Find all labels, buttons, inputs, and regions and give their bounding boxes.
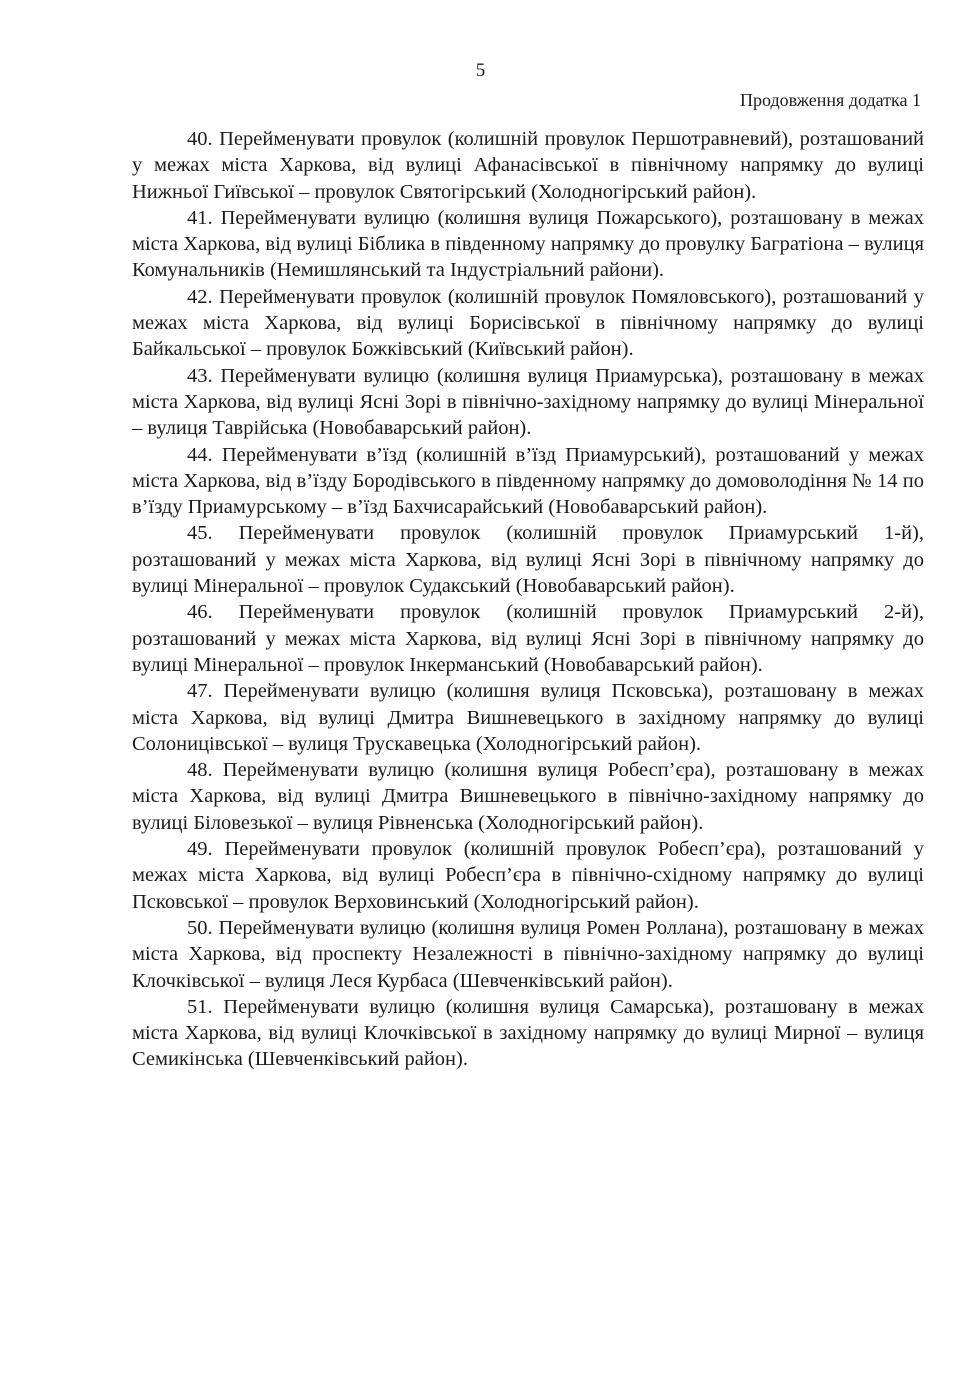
item-number: 43. xyxy=(187,364,213,387)
item-text: Перейменувати провулок (колишній провулок Приамурський 2-й), розташований у межах міста Харкова, від вулиці Ясні Зорі в північному напрямку до вулиці Мінеральної – провулок Інкерманський (Новобаварський район). xyxy=(132,601,924,676)
item-text: Перейменувати провулок (колишній провулок Першотравневий), розташований у межах міста Харкова, від вулиці Афанасівської в північному напрямку до вулиці Нижньої Гиївської – провулок Святогірський (Холодногірський район). xyxy=(132,128,925,203)
document-body xyxy=(132,126,924,1073)
list-item xyxy=(132,678,924,757)
item-number: 50. xyxy=(187,916,213,939)
list-item xyxy=(132,915,924,994)
item-text: Перейменувати вулицю (колишня вулиця Ромен Роллана), розташовану в межах міста Харкова, від проспекту Незалежності в північно-західному напрямку до вулиці Клочківської – вулиця Леся Курбаса (Шевченківський район). xyxy=(132,916,925,992)
item-number: 45. xyxy=(187,522,213,545)
list-item xyxy=(132,520,924,599)
appendix-continuation-note: Продовження додатка 1 xyxy=(739,90,921,110)
item-number: 49. xyxy=(187,838,213,861)
item-text: Перейменувати вулицю (колишня вулиця Робесп’єра), розташовану в межах міста Харкова, від вулиці Дмитра Вишневецького в північно-західному напрямку до вулиці Біловезької – вулиця Рівненська (Холодногірський район). xyxy=(132,759,924,834)
item-text: Перейменувати провулок (колишній провулок Робесп’єра), розташований у межах міста Харкова, від вулиці Робесп’єра в північно-східному напрямку до вулиці Псковської – провулок Верховинський (Холодногірський район). xyxy=(132,838,925,913)
list-item xyxy=(132,205,924,284)
item-text: Перейменувати вулицю (колишня вулиця Приамурська), розташовану в межах міста Харкова, від вулиці Ясні Зорі в північно-західному напрямку до вулиці Мінеральної – вулиця Таврійська (Новобаварський район). xyxy=(132,364,924,440)
item-text: Перейменувати вулицю (колишня вулиця Самарська), розташовану в межах міста Харкова, від вулиці Клочківської в західному напрямку до вулиці Мирної – вулиця Семикінська (Шевченківський район). xyxy=(132,995,925,1071)
list-item xyxy=(132,599,924,678)
item-number: 40. xyxy=(187,128,213,150)
item-text: Перейменувати провулок (колишній провулок Приамурський 1-й), розташований у межах міста Харкова, від вулиці Ясні Зорі в північному напрямку до вулиці Мінеральної – провулок Судакський (Новобаварський район). xyxy=(132,522,924,598)
item-number: 46. xyxy=(187,601,213,624)
item-number: 51. xyxy=(187,995,213,1018)
list-item xyxy=(132,836,924,915)
list-item xyxy=(132,757,924,836)
list-item xyxy=(132,126,924,205)
list-item xyxy=(132,363,924,442)
item-number: 42. xyxy=(187,285,213,308)
item-text: Перейменувати провулок (колишній провулок Помяловського), розташований у межах міста Харкова, від вулиці Борисівської в північному напрямку до вулиці Байкальської – провулок Божківський (Київський район). xyxy=(132,285,924,361)
page-number: 5 xyxy=(475,60,486,81)
item-number: 48. xyxy=(187,759,213,782)
item-number: 44. xyxy=(187,443,213,466)
item-number: 41. xyxy=(187,206,213,229)
item-text: Перейменувати в’їзд (колишній в’їзд Приамурський), розташований у межах міста Харкова, від в’їзду Бородівського в південному напрямку до домоволодіння № 14 по в’їзду Приамурському – в’їзд Бахчисарайський (Новобаварський район). xyxy=(132,443,924,519)
list-item xyxy=(132,994,924,1073)
list-item xyxy=(132,442,924,521)
list-item xyxy=(132,284,924,363)
item-text: Перейменувати вулицю (колишня вулиця Псковська), розташовану в межах міста Харкова, від вулиці Дмитра Вишневецького в західному напрямку до вулиці Солоницівської – вулиця Трускавецька (Холодногірський район). xyxy=(132,680,924,755)
item-number: 47. xyxy=(187,680,213,703)
item-text: Перейменувати вулицю (колишня вулиця Пожарського), розташовану в межах міста Харкова, від вулиці Біблика в південному напрямку до провулку Багратіона – вулиця Комунальників (Немишлянський та Індустріальний райони). xyxy=(132,206,925,282)
